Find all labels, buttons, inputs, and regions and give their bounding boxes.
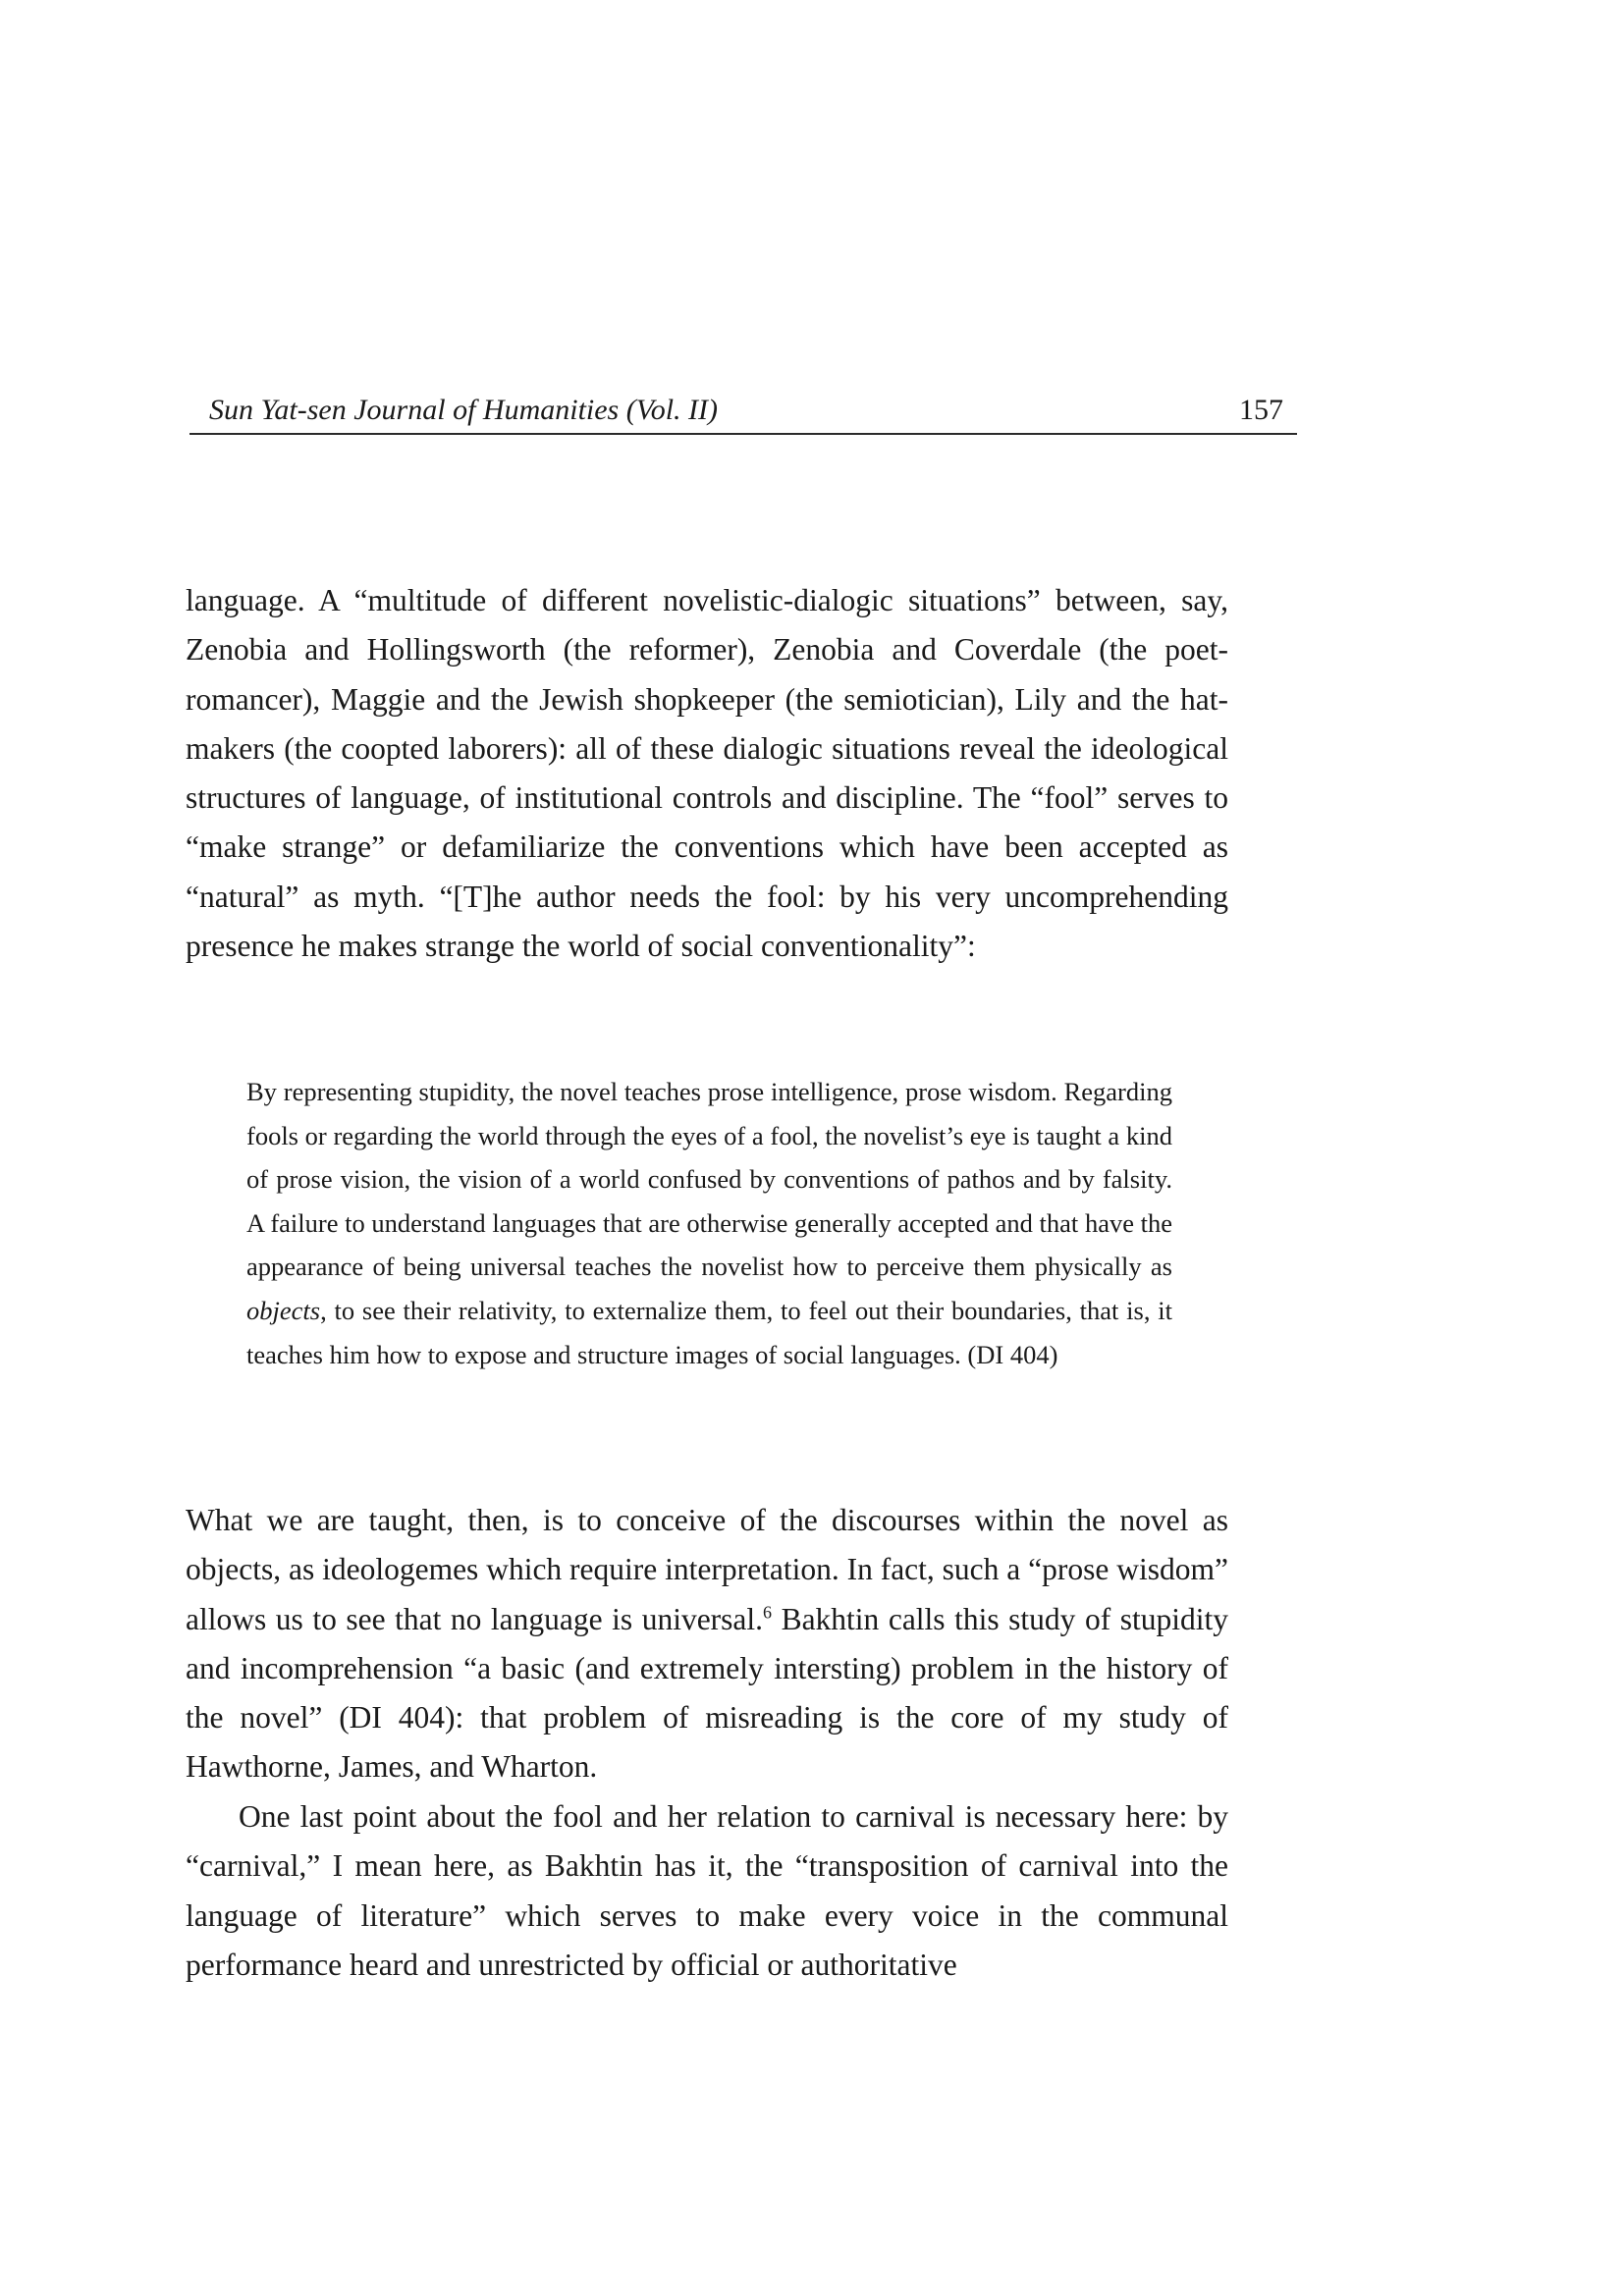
journal-title: Sun Yat-sen Journal of Humanities (Vol. II) bbox=[209, 394, 719, 426]
quote-text-end: , to see their relativity, to externalize them, to feel out their boundaries, that is, it teaches him how to expose and structure images of social languages. (DI 404) bbox=[246, 1295, 1172, 1369]
block-quote bbox=[246, 1070, 1172, 1376]
paragraph-2-text-end: Bakhtin calls this study of stupidity and incomprehension “a basic (and extremely intersting) problem in the history of the novel” (DI 404): that problem of misreading is the core of my study of Hawthorne, James, and Wharton. bbox=[186, 1601, 1228, 1785]
body-paragraph-3: One last point about the fool and her relation to carnival is necessary here: by “carnival,” I mean here, as Bakhtin has it, the “transposition of carnival into the language of literature” which serves to make every voice in the communal performance heard and unrestricted by official or authoritative bbox=[186, 1799, 1228, 1982]
quote-emphasis: objects bbox=[246, 1295, 321, 1325]
paragraph-2-text-start: What we are taught, then, is to conceive of the discourses within the novel as objects, as ideologemes which require interpretation. In fact, such a “prose wisdom” allows us to see that no language is universal. bbox=[186, 1503, 1228, 1636]
running-header bbox=[189, 386, 1297, 435]
quote-text-start: By representing stupidity, the novel teaches prose intelligence, prose wisdom. Regarding fools or regarding the world through the eyes of a fool, the novelist’s eye is taught a kind of prose vision, the vision of a world confused by conventions of pathos and by falsity. A failure to understand languages that are otherwise generally accepted and that have the appearance of being universal teaches the novelist how to perceive them physically as bbox=[246, 1077, 1172, 1282]
body-paragraph-1: language. A “multitude of different novelistic-dialogic situations” between, say, Zenobia and Hollingsworth (the reformer), Zenobia and Coverdale (the poet-romancer), Maggie and the Jewish shopkeeper (the semiotician), Lily and the hat-makers (the coopted laborers): all of these dialogic situations reveal the ideological structures of language, of institutional controls and discipline. The “fool” serves to “make strange” or defamiliarize the conventions which have been accepted as “natural” as myth. “[T]he author needs the fool: by his very uncomprehending presence he makes strange the world of social conventionality”: bbox=[186, 583, 1228, 964]
body-paragraph-2 bbox=[186, 1496, 1228, 1792]
footnote-marker[interactable]: 6 bbox=[763, 1602, 773, 1623]
page-number: 157 bbox=[1239, 394, 1283, 426]
